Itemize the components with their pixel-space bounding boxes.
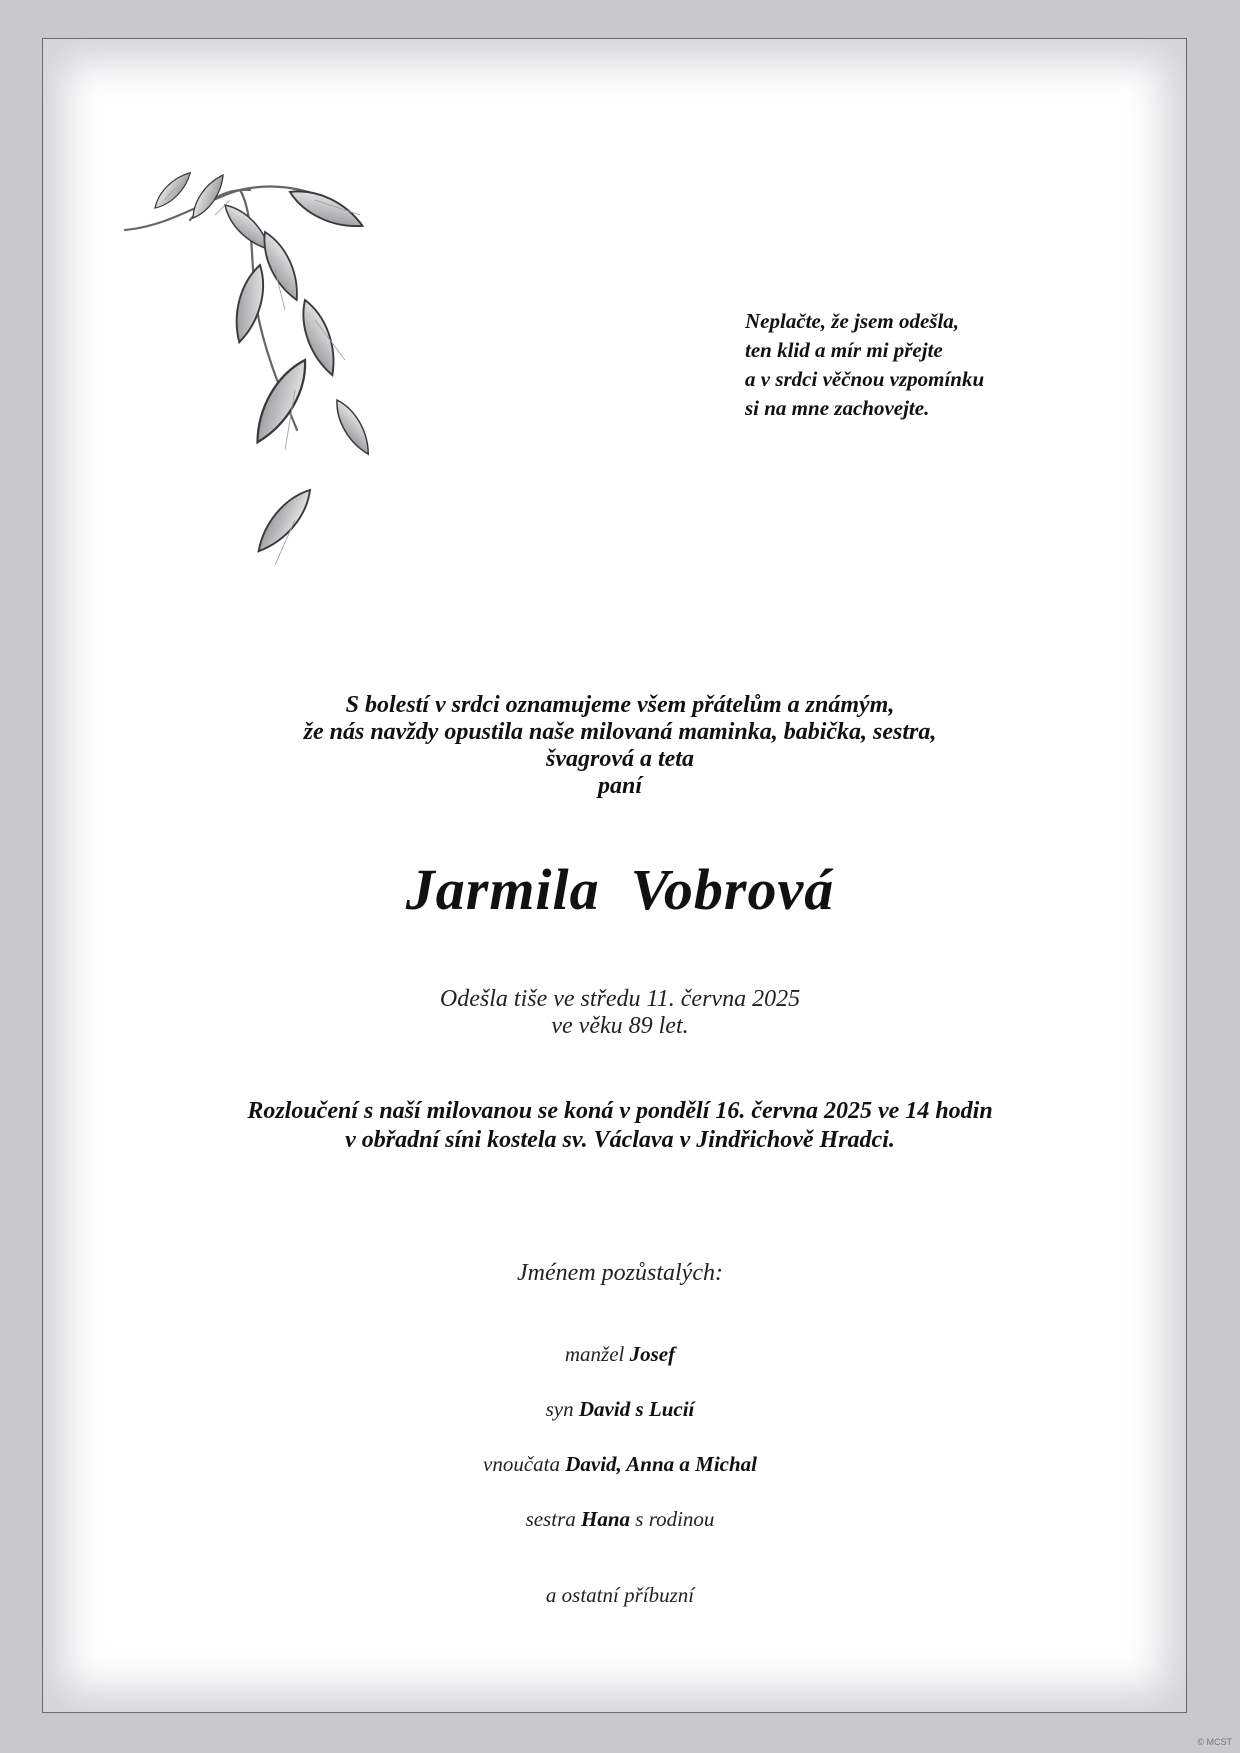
mourner-relation: syn <box>545 1397 574 1421</box>
farewell-line: v obřadní síni kostela sv. Václava v Jindřichově Hradci. <box>345 1127 895 1153</box>
deceased-name <box>120 855 1120 925</box>
mourner-names: David, Anna a Michal <box>565 1452 757 1476</box>
mourner-item <box>120 1394 1120 1449</box>
mourner-item <box>120 1504 1120 1559</box>
falling-leaves-branch-icon <box>115 160 445 620</box>
poem-line: si na mne zachovejte. <box>745 396 930 420</box>
poem-line: ten klid a mír mi přejte <box>745 338 943 362</box>
intro-line: paní <box>597 773 642 799</box>
mourner-relation: sestra <box>525 1507 576 1531</box>
farewell-info <box>120 1097 1120 1155</box>
mourner-names: David s Lucií <box>578 1397 695 1421</box>
deceased-name-text: Jarmila Vobrová <box>405 857 835 922</box>
death-line: Odešla tiše ve středu 11. června 2025 <box>439 986 801 1012</box>
mourner-item <box>120 1339 1120 1394</box>
mourner-relation: vnoučata <box>483 1452 560 1476</box>
poem-line: a v srdci věčnou vzpomínku <box>745 367 985 391</box>
mourners-list <box>120 1339 1120 1559</box>
other-relatives: a ostatní příbuzní <box>545 1583 695 1607</box>
mourner-names: Hana <box>581 1507 631 1531</box>
intro-line: švagrová a teta <box>546 746 694 772</box>
death-info <box>120 986 1120 1040</box>
intro-line: že nás navždy opustila naše milovaná maminka, babička, sestra, <box>303 719 937 745</box>
copyright-mark: © MCST <box>1197 1737 1232 1747</box>
farewell-line: Rozloučení s naší milovanou se koná v pondělí 16. června 2025 ve 14 hodin <box>247 1098 993 1124</box>
mourner-item <box>120 1449 1120 1504</box>
mourner-names: Josef <box>629 1342 676 1366</box>
death-line: ve věku 89 let. <box>551 1013 689 1039</box>
intro-line: S bolestí v srdci oznamujeme všem přátelům a známým, <box>345 692 895 718</box>
mourner-suffix: s rodinou <box>635 1507 715 1531</box>
poem-line: Neplačte, že jsem odešla, <box>745 309 960 333</box>
bereaved-title: Jménem pozůstalých: <box>517 1260 723 1286</box>
announcement-intro <box>120 692 1120 800</box>
mourner-relation: manžel <box>564 1342 625 1366</box>
poem <box>745 307 1145 423</box>
